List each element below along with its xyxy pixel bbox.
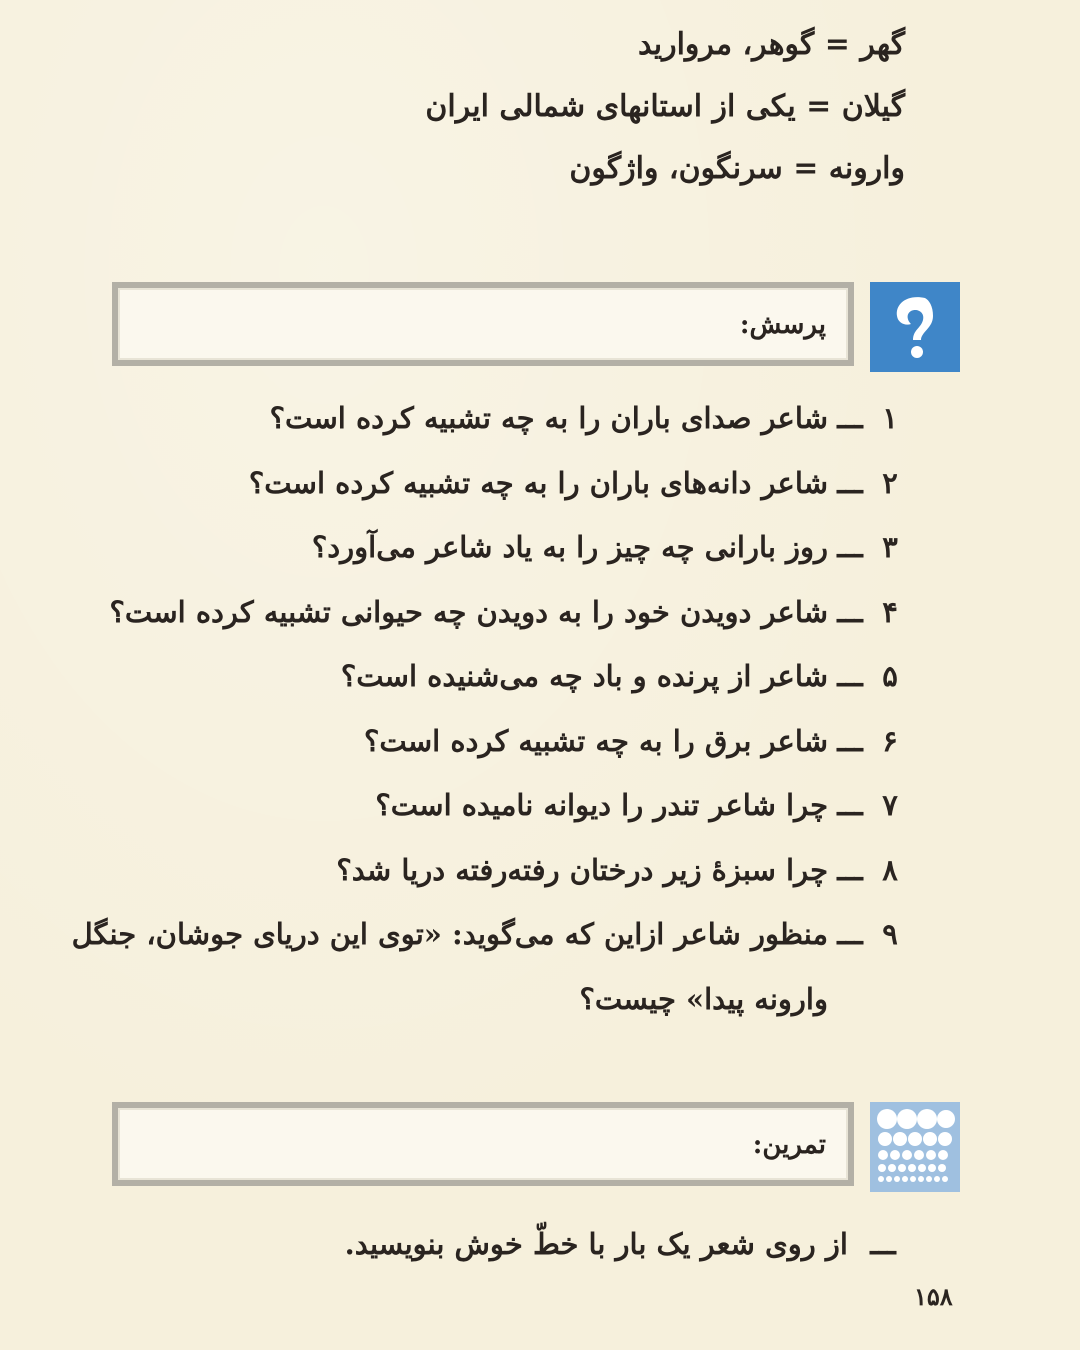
question-item: [48, 902, 908, 1031]
question-text: شاعر دویدن خود را به دویدن چه حیوانی تشبیه کرده است؟: [109, 594, 828, 629]
page-number: ۱۵۸: [914, 1282, 953, 1311]
question-item: [48, 838, 908, 903]
question-dash: ـــ: [837, 465, 863, 500]
question-dash: ـــ: [837, 852, 863, 887]
question-item: [48, 773, 908, 838]
question-dash: ـــ: [837, 401, 863, 435]
question-text: شاعر صدای باران را به چه تشبیه کرده است؟: [269, 401, 828, 435]
questions-list: [48, 386, 908, 1031]
question-item: [48, 515, 908, 580]
question-item: [48, 580, 908, 645]
exercise-text: از روی شعر یک بار با خطّ خوش بنویسید.: [344, 1227, 848, 1261]
question-dash: ـــ: [837, 659, 863, 693]
question-dash: ـــ: [837, 917, 863, 951]
question-text: چرا سبزهٔ زیر درختان رفته‌رفته دریا شد؟: [336, 852, 828, 887]
exercise-instruction: [148, 1212, 908, 1276]
question-section-header: [104, 282, 960, 374]
question-label-frame: [112, 282, 854, 366]
question-text: روز بارانی چه چیز را به یاد شاعر می‌آورد؟: [311, 530, 828, 564]
question-item: [48, 386, 908, 451]
question-number: ۵: [882, 659, 898, 693]
question-dash: ـــ: [837, 530, 863, 564]
question-dash: ـــ: [837, 788, 863, 822]
question-text: چرا شاعر تندر را دیوانه نامیده است؟: [375, 788, 828, 822]
question-item: [48, 451, 908, 516]
question-text: شاعر دانه‌های باران را به چه تشبیه کرده است؟: [248, 465, 828, 500]
question-dash: ـــ: [837, 723, 863, 758]
question-text: شاعر از پرنده و باد چه می‌شنیده است؟: [340, 659, 828, 693]
exercise-section-header: [104, 1102, 960, 1194]
exercise-section-label: تمرین:: [752, 1130, 826, 1160]
exercise-dash: ـــ: [870, 1227, 896, 1261]
question-number: ۲: [882, 465, 898, 500]
question-item: [48, 644, 908, 709]
question-number: ۷: [882, 788, 898, 822]
question-number: ۱: [882, 401, 898, 435]
glossary-line-gohar: گهر = گوهر، مروارید: [638, 27, 905, 62]
question-mark-icon: [870, 282, 960, 372]
question-number: ۴: [882, 594, 898, 629]
glossary: [285, 14, 905, 200]
question-number: ۸: [882, 852, 898, 887]
question-section-label: پرسش:: [739, 310, 826, 340]
question-number: ۹: [882, 917, 898, 951]
exercise-label-frame: [112, 1102, 854, 1186]
question-text: شاعر برق را به چه تشبیه کرده است؟: [364, 723, 828, 758]
question-number: ۳: [882, 530, 898, 564]
glossary-line-gilan: گیلان = یکی از استانهای شمالی ایران: [425, 89, 905, 124]
question-dash: ـــ: [837, 594, 863, 629]
question-number: ۶: [882, 723, 898, 758]
glossary-line-varooneh: وارونه = سرنگون، واژگون: [569, 151, 905, 186]
question-item: [48, 709, 908, 774]
question-text: منظور شاعر ازاین که می‌گوید: «توی این دریای جوشان، جنگل وارونه پیدا» چیست؟: [71, 917, 828, 1016]
dot-grid-icon: [870, 1102, 960, 1192]
